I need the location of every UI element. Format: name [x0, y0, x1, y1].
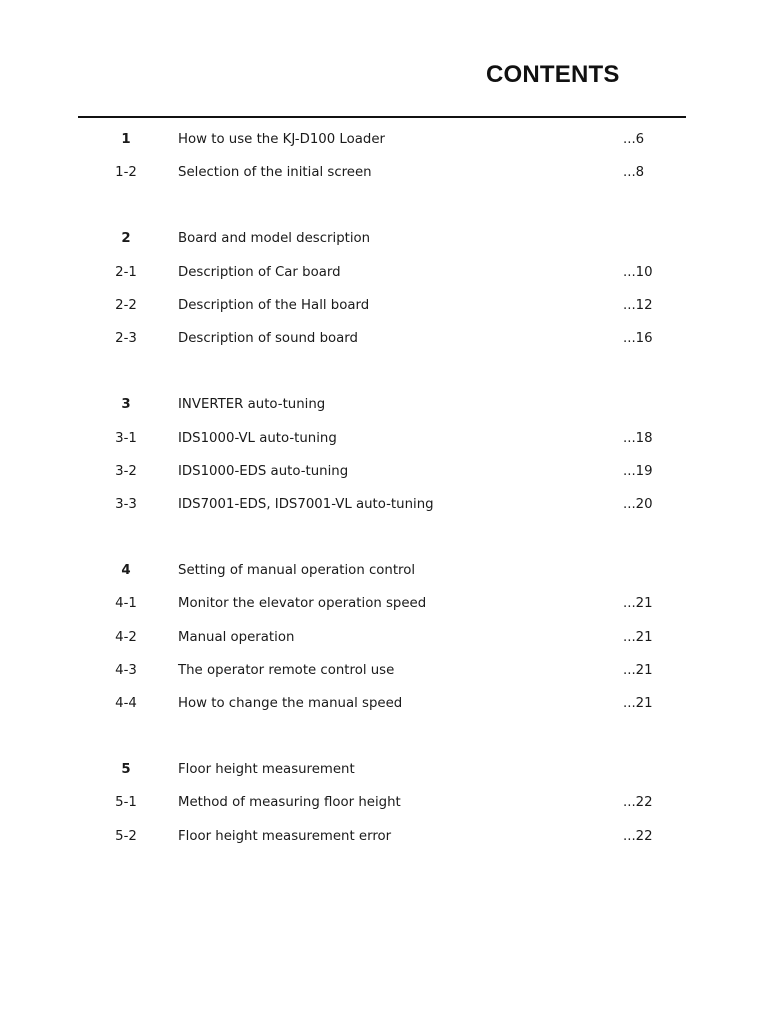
toc-entry-page: ...20: [623, 496, 653, 512]
toc-entry[interactable]: [0, 763, 768, 796]
toc-entry-page: ...21: [623, 629, 653, 645]
toc-entry-page: ...19: [623, 463, 653, 479]
toc-entry-page: ...16: [623, 331, 653, 347]
toc-entry-title: IDS1000-EDS auto-tuning: [178, 463, 349, 479]
toc-entry-number: 3-1: [115, 430, 137, 446]
toc-entry[interactable]: [0, 796, 768, 829]
toc-entry-number: 4: [121, 563, 131, 579]
toc-entry[interactable]: [0, 232, 768, 265]
toc-entry-number: 2-3: [115, 331, 137, 347]
page-title: CONTENTS: [486, 61, 620, 88]
toc-entry[interactable]: [0, 465, 768, 498]
toc-entry-page: ...22: [623, 795, 653, 811]
toc-entry-number: 3: [121, 397, 131, 413]
toc-entry[interactable]: [0, 564, 768, 597]
toc-entry-title: How to use the KJ-D100 Loader: [178, 132, 385, 147]
toc-entry-title: Monitor the elevator operation speed: [178, 596, 427, 612]
toc-entry-title: Description of the Hall board: [178, 297, 370, 313]
toc-entry[interactable]: [0, 398, 768, 431]
table-of-contents: [0, 133, 768, 863]
toc-entry-number: 3-2: [115, 463, 137, 479]
toc-entry-page: ...21: [623, 662, 653, 678]
toc-entry[interactable]: [0, 697, 768, 730]
toc-entry-number: 4-4: [115, 695, 137, 711]
toc-entry-title: How to change the manual speed: [178, 695, 403, 711]
toc-entry-number: 4-3: [115, 662, 137, 678]
toc-entry-title: The operator remote control use: [178, 662, 395, 678]
title-divider: [78, 116, 686, 118]
toc-entry-page: ...22: [623, 828, 653, 844]
toc-entry-page: ...6: [623, 132, 645, 147]
toc-entry[interactable]: [0, 266, 768, 299]
toc-entry-title: Floor height measurement error: [178, 828, 392, 844]
toc-entry-page: ...12: [623, 297, 653, 313]
toc-entry-number: 2-1: [115, 264, 137, 280]
toc-entry-title: Selection of the initial screen: [178, 165, 372, 181]
toc-entry-title: Description of Car board: [178, 264, 341, 280]
toc-entry[interactable]: [0, 432, 768, 465]
toc-entry-title: Board and model description: [178, 231, 371, 247]
toc-entry[interactable]: [0, 830, 768, 863]
toc-entry-page: ...18: [623, 430, 653, 446]
toc-entry-number: 1-2: [115, 165, 137, 181]
toc-entry[interactable]: [0, 498, 768, 531]
toc-entry[interactable]: [0, 299, 768, 332]
toc-entry-title: Description of sound board: [178, 331, 358, 347]
toc-entry-number: 5-2: [115, 828, 137, 844]
toc-entry-number: 2-2: [115, 297, 137, 313]
toc-entry-page: ...21: [623, 596, 653, 612]
toc-entry[interactable]: [0, 133, 768, 166]
toc-entry-page: ...8: [623, 165, 645, 181]
toc-entry-title: IDS1000-VL auto-tuning: [178, 430, 337, 446]
toc-entry-page: ...10: [623, 264, 653, 280]
toc-entry[interactable]: [0, 631, 768, 664]
toc-entry-title: Setting of manual operation control: [178, 563, 416, 579]
toc-entry[interactable]: [0, 597, 768, 630]
toc-entry[interactable]: [0, 664, 768, 697]
toc-entry-number: 3-3: [115, 496, 137, 512]
toc-entry-number: 4-2: [115, 629, 137, 645]
toc-entry-number: 1: [121, 132, 131, 147]
toc-entry-number: 2: [121, 231, 131, 247]
toc-entry-title: IDS7001-EDS, IDS7001-VL auto-tuning: [178, 496, 434, 512]
toc-entry-title: INVERTER auto-tuning: [178, 397, 326, 413]
toc-entry-page: ...21: [623, 695, 653, 711]
toc-entry-title: Manual operation: [178, 629, 295, 645]
toc-entry-title: Method of measuring floor height: [178, 795, 401, 811]
toc-entry-number: 4-1: [115, 596, 137, 612]
toc-entry-number: 5: [121, 762, 131, 778]
toc-entry-title: Floor height measurement: [178, 762, 355, 778]
toc-entry[interactable]: [0, 166, 768, 199]
toc-entry[interactable]: [0, 332, 768, 365]
toc-entry-number: 5-1: [115, 795, 137, 811]
